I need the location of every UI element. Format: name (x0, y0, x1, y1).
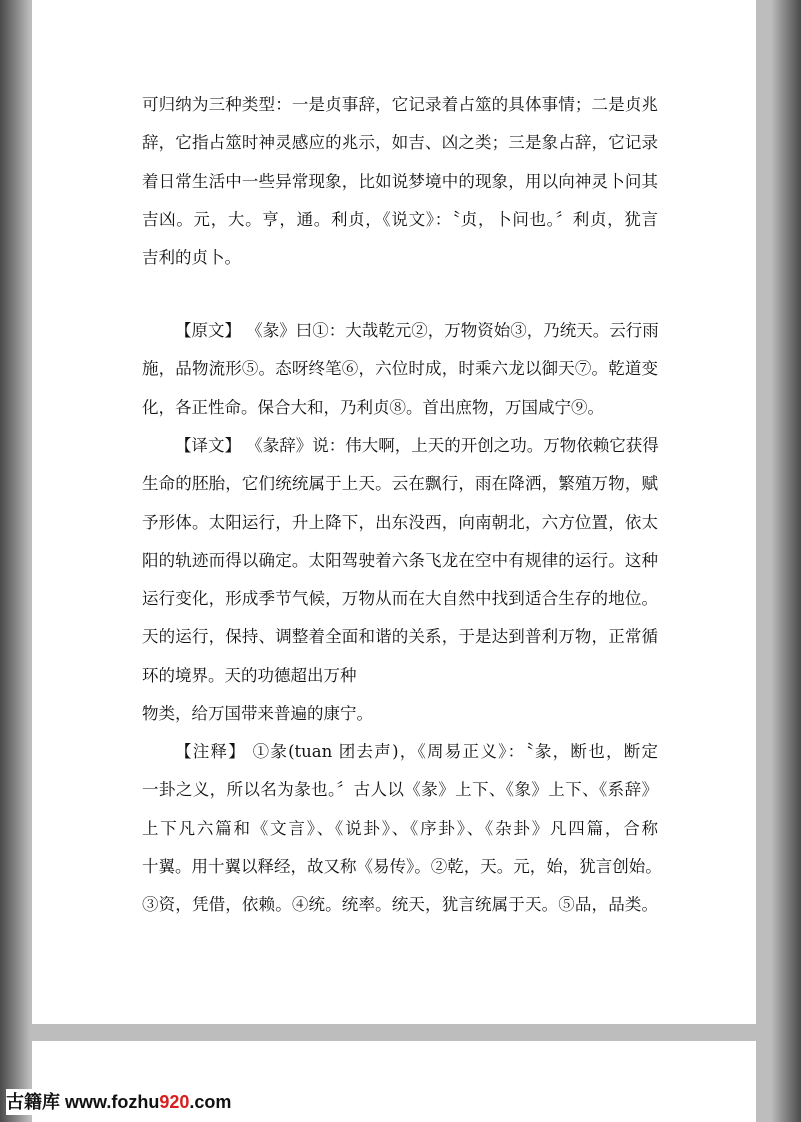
document-page (32, 0, 756, 1024)
text-line: 环的境界。天的功德超出万种 (142, 665, 357, 685)
text-line: 着日常生活中一些异常现象，比如说梦境中的现象，用以向神灵卜问其 (142, 171, 658, 191)
paragraph-intro (142, 86, 658, 277)
paragraph-annotations (142, 733, 662, 924)
text-line: 可归纳为三种类型：一是贞事辞，它记录着占筮的具体事情；二是贞兆 (142, 95, 658, 114)
text-line: 予形体。太阳运行，升上降下，出东没西，向南朝北，六方位置，依太 (142, 512, 658, 532)
site-watermark (6, 1089, 233, 1115)
watermark-brand: 古籍库 (6, 1092, 60, 1112)
paragraph-translation (142, 427, 658, 733)
text-line: 天的运行，保持、调整着全面和谐的关系，于是达到普利万物，正常循 (142, 627, 658, 647)
text-line: 一卦之义，所以名为彖也。〞古人以《彖》上下、《象》上下、《系辞》 (142, 780, 658, 800)
text-line: 吉利的贞卜。 (142, 248, 241, 268)
text-line: 施，品物流形⑤。态呀终笔⑥，六位时成，时乘六龙以御天⑦。乾道变 (142, 359, 658, 379)
text-line: 【注释】 ①彖(tuan 团去声)，《周易正义》：〝彖，断也，断定 (175, 742, 658, 761)
paragraph-original-text (142, 312, 658, 427)
text-line: 【译文】 《彖辞》说：伟大啊，上天的开创之功。万物依赖它获得 (175, 436, 659, 455)
text-line: 运行变化，形成季节气候，万物从而在大自然中找到适合生存的地位。 (142, 589, 658, 609)
text-line: 物类，给万国带来普遍的康宁。 (142, 704, 373, 724)
watermark-url: www.fozhu920.com (65, 1092, 232, 1112)
text-line: 上下凡六篇和《文言》、《说卦》、《序卦》、《杂卦》凡四篇，合称 (142, 818, 658, 838)
text-line: ③资，凭借，依赖。④统。统率。统天，犹言统属于天。⑤品，品类。 (142, 895, 658, 915)
text-line: 辞，它指占筮时神灵感应的兆示，如吉、凶之类；三是象占辞，它记录 (142, 133, 658, 153)
text-line: 吉凶。元，大。亨，通。利贞，《说文》：〝贞，卜问也。〞利贞，犹言 (142, 209, 658, 229)
text-line: 化，各正性命。保合大和，乃利贞⑧。首出庶物，万国咸宁⑨。 (142, 397, 604, 417)
text-line: 【原文】 《彖》曰①：大哉乾元②，万物资始③，乃统天。云行雨 (175, 321, 659, 340)
text-line: 阳的轨迹而得以确定。太阳驾驶着六条飞龙在空中有规律的运行。这种 (142, 550, 658, 570)
text-line: 生命的胚胎，它们统统属于上天。云在飘行，雨在降洒，繁殖万物，赋 (142, 474, 658, 494)
text-line: 十翼。用十翼以释经，故又称《易传》。②乾，天。元，始，犹言创始。 (142, 856, 662, 876)
